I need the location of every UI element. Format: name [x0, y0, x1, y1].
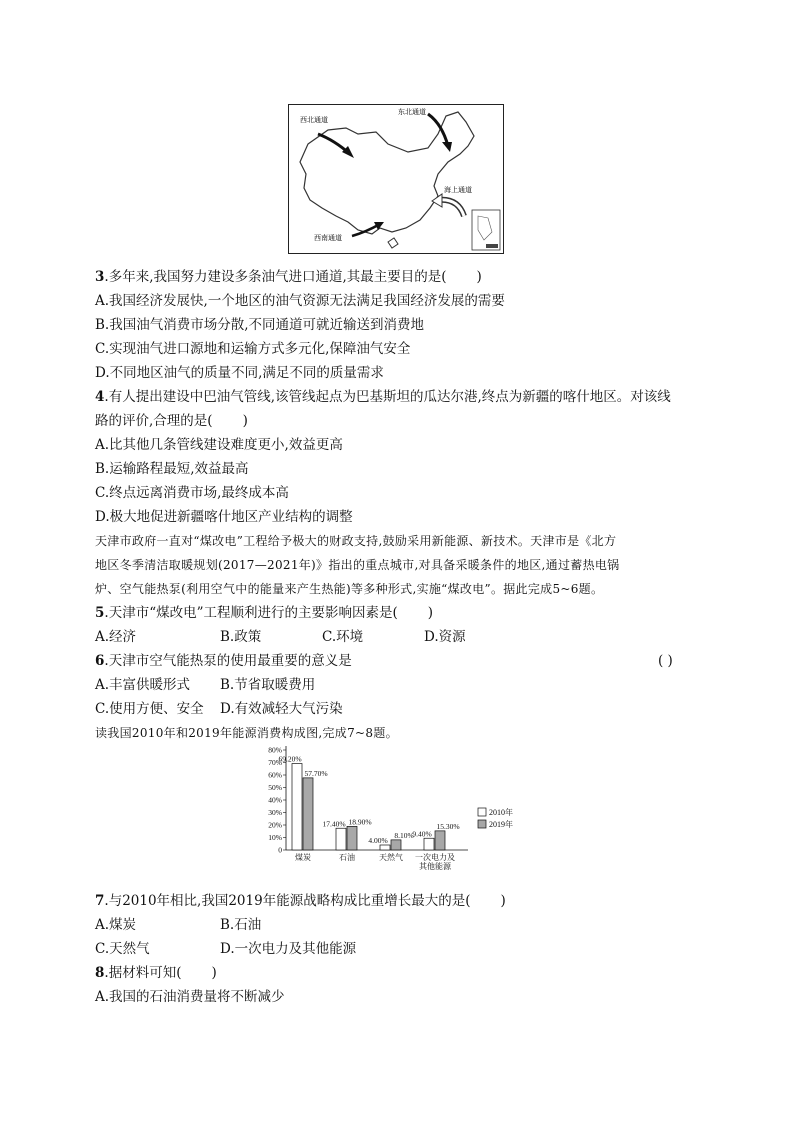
- x-tick-label: 煤炭: [295, 853, 311, 862]
- q5-stem: 5.天津市“煤改电”工程顺利进行的主要影响因素是( ): [95, 605, 434, 621]
- bar-2019年-石油: [347, 826, 357, 850]
- material-1-line-2: 地区冬季清洁取暖规划(2017—2021年)》指出的重点城市,对具备采暖条件的地区,通过蓄热电锅: [95, 558, 620, 572]
- q5-option-a: A.经济: [95, 629, 137, 645]
- q5-option-b: B.政策: [220, 629, 262, 645]
- q7-option-d: D.一次电力及其他能源: [220, 941, 357, 957]
- x-tick-label: 其他能源: [419, 862, 451, 871]
- q6-paren: ( ): [658, 653, 673, 669]
- q6-option-b: B.节省取暖费用: [220, 677, 316, 693]
- q6-option-d: D.有效减轻大气污染: [220, 701, 343, 717]
- q3-stem: 3.多年来,我国努力建设多条油气进口通道,其最主要目的是( ): [95, 269, 482, 285]
- bar-2010年-一次电力及其他能源: [424, 838, 434, 850]
- bar-2010年-石油: [336, 828, 346, 850]
- q4-option-c: C.终点远离消费市场,最终成本高: [95, 485, 289, 501]
- q6-option-c: C.使用方便、安全: [95, 701, 204, 717]
- y-tick-label: 30%: [268, 808, 282, 817]
- y-tick-label: 80%: [268, 745, 282, 755]
- data-label: 69.20%: [278, 754, 302, 764]
- label-northeast: 东北通道: [398, 109, 426, 116]
- data-label: 9.40%: [412, 829, 432, 839]
- x-tick-label: 石油: [339, 853, 355, 862]
- data-label: 15.30%: [436, 821, 460, 831]
- material-1-line-3: 炉、空气能热泵(利用空气中的能量来产生热能)等多种形式,实施“煤改电”。据此完成5~6题。: [95, 582, 604, 596]
- x-tick-label: 一次电力及: [415, 853, 455, 862]
- data-label: 57.70%: [304, 768, 328, 778]
- q7-option-a: A.煤炭: [95, 917, 137, 933]
- china-oil-gas-channels-map: [288, 104, 504, 254]
- label-southwest: 西南通道: [314, 235, 342, 242]
- material-1-line-1: 天津市政府一直对“煤改电”工程给予极大的财政支持,鼓励采用新能源、新技术。天津市是《北方: [95, 534, 617, 548]
- legend-label: 2010年: [489, 808, 513, 817]
- bar-2010年-煤炭: [292, 764, 302, 851]
- q4-stem: 4.有人提出建设中巴油气管线,该管线起点为巴基斯坦的瓜达尔港,终点为新疆的喀什地区。对该线: [95, 389, 671, 405]
- q4-option-a: A.比其他几条管线建设难度更小,效益更高: [95, 437, 343, 453]
- y-tick-label: 10%: [268, 833, 282, 842]
- data-label: 18.90%: [348, 817, 372, 827]
- bar-2019年-一次电力及其他能源: [435, 831, 445, 850]
- data-label: 4.00%: [368, 836, 388, 845]
- q6-stem: 6.天津市空气能热泵的使用最重要的意义是: [95, 653, 352, 669]
- material-2: 读我国2010年和2019年能源消费构成图,完成7~8题。: [95, 726, 398, 740]
- q7-stem: 7.与2010年相比,我国2019年能源战略构成比重增长最大的是( ): [95, 893, 506, 909]
- q7-option-b: B.石油: [220, 917, 262, 933]
- legend-swatch: [478, 808, 486, 816]
- q8-option-a: A.我国的石油消费量将不断减少: [95, 989, 285, 1005]
- q8-stem: 8.据材料可知( ): [95, 965, 217, 981]
- q3-option-a: A.我国经济发展快,一个地区的油气资源无法满足我国经济发展的需要: [95, 293, 505, 309]
- legend-label: 2019年: [489, 820, 513, 829]
- bar-2010年-天然气: [380, 845, 390, 850]
- q5-option-c: C.环境: [322, 629, 364, 645]
- q3-option-d: D.不同地区油气的质量不同,满足不同的质量需求: [95, 365, 384, 381]
- q3-option-c: C.实现油气进口源地和运输方式多元化,保障油气安全: [95, 341, 411, 357]
- label-sea: 海上通道: [444, 187, 472, 194]
- q3-option-b: B.我国油气消费市场分散,不同通道可就近输送到消费地: [95, 317, 425, 333]
- y-tick-label: 50%: [268, 783, 282, 792]
- energy-consumption-chart: [250, 742, 540, 890]
- bar-2019年-天然气: [391, 840, 401, 850]
- y-tick-label: 60%: [268, 770, 282, 780]
- data-label: 17.40%: [322, 819, 346, 829]
- q5-option-d: D.资源: [424, 629, 466, 645]
- y-tick-label: 0: [278, 845, 282, 855]
- q7-option-c: C.天然气: [95, 941, 150, 957]
- q6-option-a: A.丰富供暖形式: [95, 677, 191, 693]
- bar-2019年-煤炭: [303, 778, 313, 850]
- q4-option-b: B.运输路程最短,效益最高: [95, 461, 249, 477]
- data-label: 8.10%: [394, 830, 414, 840]
- q4-stem-cont: 路的评价,合理的是( ): [95, 413, 248, 429]
- x-tick-label: 天然气: [379, 853, 403, 862]
- y-tick-label: 40%: [268, 795, 282, 805]
- y-tick-label: 20%: [268, 820, 282, 830]
- legend-swatch: [478, 820, 486, 828]
- y-tick-label: 70%: [268, 758, 282, 767]
- label-northwest: 西北通道: [300, 117, 328, 124]
- q4-option-d: D.极大地促进新疆喀什地区产业结构的调整: [95, 509, 353, 525]
